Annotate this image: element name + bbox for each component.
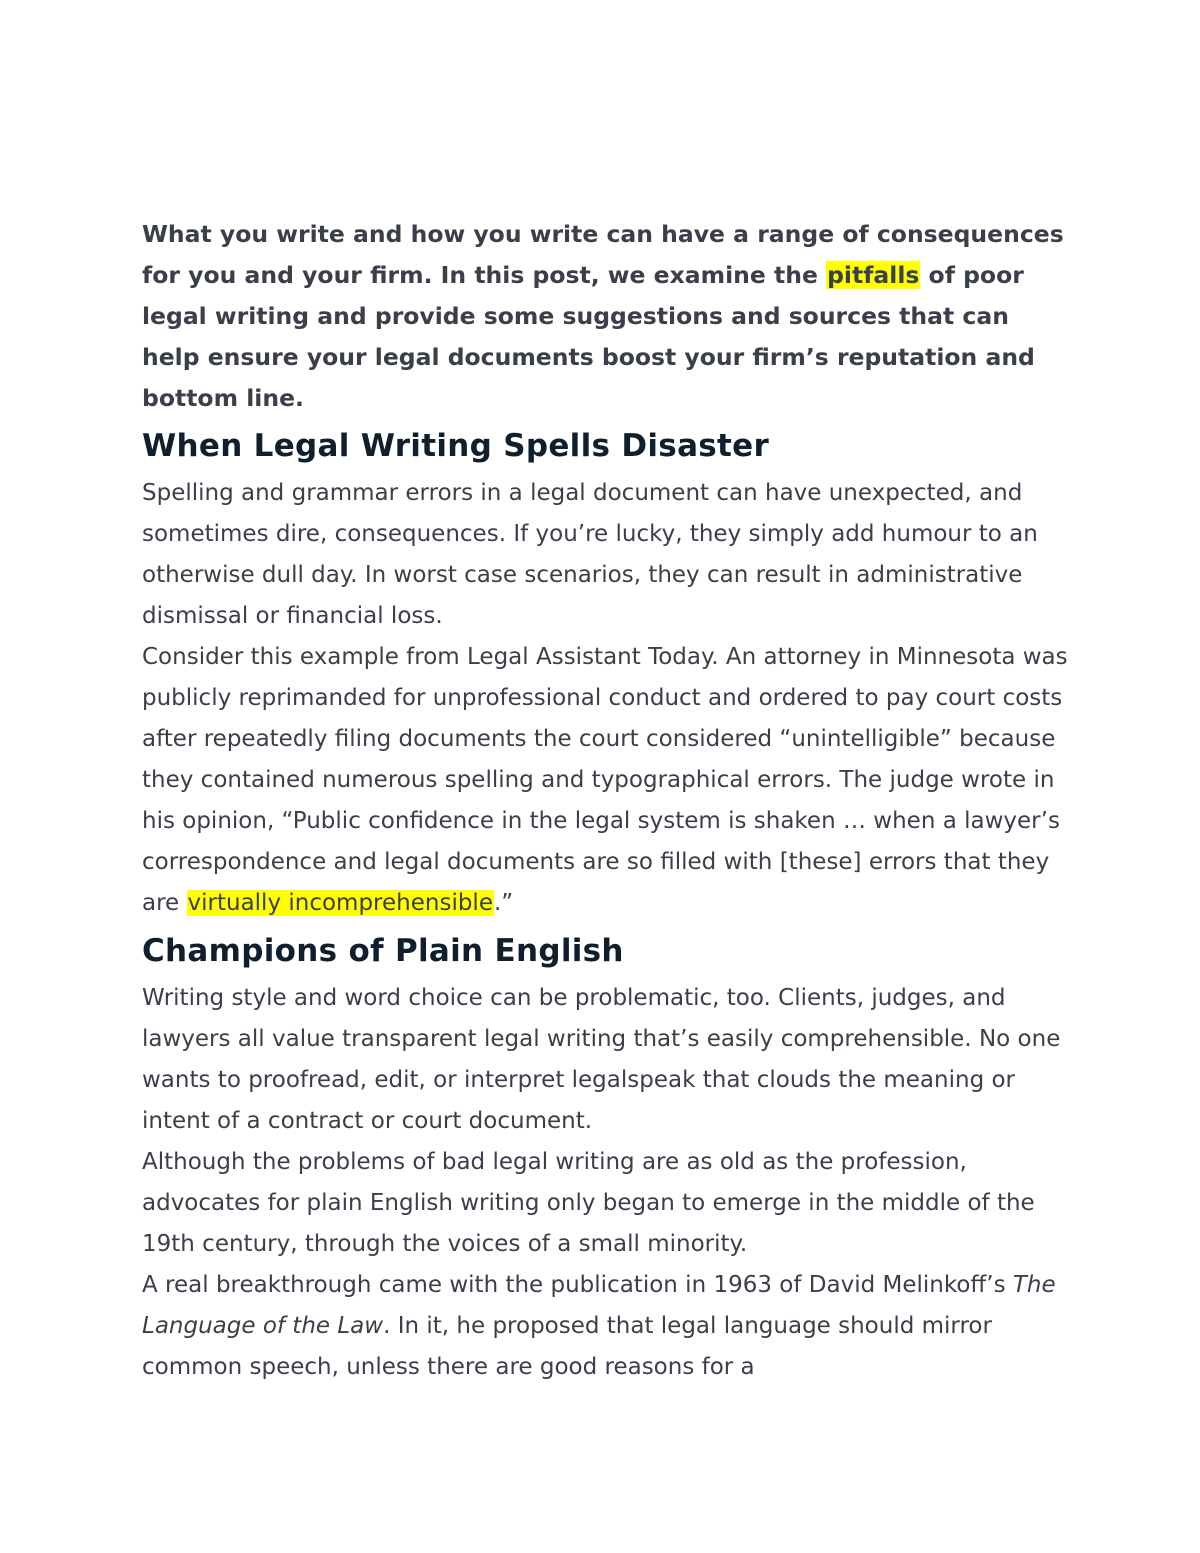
paragraph-writing-style: Writing style and word choice can be problematic, too. Clients, judges, and lawyers all value transparent legal writing that’s easily comprehensible. No one wants to proofread, edit, or interpret legalspeak that clouds the meaning or intent of a contract or court document. xyxy=(142,985,1061,1134)
document-page xyxy=(142,214,1072,1388)
highlight-virtually-incomprehensible: virtually incomprehensible xyxy=(187,890,493,916)
intro-text-before: What you write and how you write can have a range of consequences for you and your firm. In this post, we examine the xyxy=(142,220,1064,289)
minnesota-text-after: .” xyxy=(493,890,514,916)
intro-text-after: of poor legal writing and provide some suggestions and sources that can help ensure your legal documents boost your firm’s reputation and bottom line. xyxy=(142,261,1035,412)
melinkoff-text-before: A real breakthrough came with the publication in 1963 of David Melinkoff’s xyxy=(142,1272,1013,1298)
book-title: The Language of the Law xyxy=(142,1272,1056,1339)
paragraph-errors: Spelling and grammar errors in a legal document can have unexpected, and sometimes dire, consequences. If you’re lucky, they simply add humour to an otherwise dull day. In worst case scenarios, they can result in administrative dismissal or financial loss. xyxy=(142,480,1038,629)
paragraph-minnesota-example xyxy=(142,637,1072,924)
intro-paragraph xyxy=(142,214,1072,419)
section-heading-plain-english: Champions of Plain English xyxy=(142,933,624,969)
melinkoff-text-after: . In it, he proposed that legal language should mirror common speech, unless there are good reasons for a xyxy=(142,1313,992,1380)
highlight-pitfalls: pitfalls xyxy=(827,261,920,289)
paragraph-melinkoff xyxy=(142,1265,1072,1388)
paragraph-history: Although the problems of bad legal writing are as old as the profession, advocates for plain English writing only began to emerge in the middle of the 19th century, through the voices of a small minority. xyxy=(142,1149,1035,1257)
minnesota-text-before: Consider this example from Legal Assistant Today. An attorney in Minnesota was publicly reprimanded for unprofessional conduct and ordered to pay court costs after repeatedly filing documents the court considered “unintelligible” because they contained numerous spelling and typographical errors. The judge wrote in his opinion, “Public confidence in the legal system is shaken … when a lawyer’s correspondence and legal documents are so filled with [these] errors that they are xyxy=(142,644,1068,916)
section-heading-disaster: When Legal Writing Spells Disaster xyxy=(142,428,770,464)
